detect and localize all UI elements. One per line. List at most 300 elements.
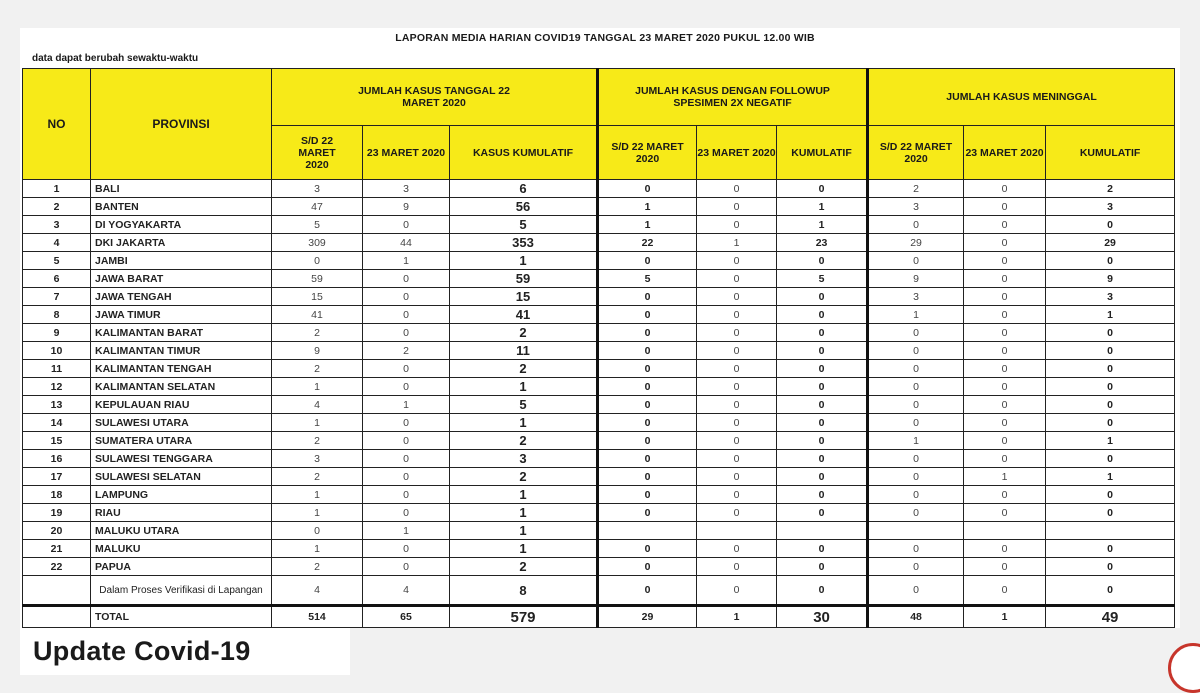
cell-f: 0 — [777, 558, 868, 576]
table-row — [23, 198, 1175, 216]
cell-b: 0 — [363, 306, 450, 324]
cell-a: 41 — [272, 306, 363, 324]
cell-c: 3 — [450, 450, 598, 468]
cell-d — [598, 522, 697, 540]
cell-g: 1 — [868, 306, 964, 324]
cell-g: 9 — [868, 270, 964, 288]
report-title: LAPORAN MEDIA HARIAN COVID19 TANGGAL 23 MARET 2020 PUKUL 12.00 WIB — [395, 32, 815, 44]
cell-e: 0 — [697, 270, 777, 288]
cell-no: 21 — [23, 540, 91, 558]
cell-a: 1 — [272, 414, 363, 432]
cell-h: 1 — [964, 468, 1046, 486]
cell-a: 1 — [272, 504, 363, 522]
cell-no: 7 — [23, 288, 91, 306]
header-group-followup: JUMLAH KASUS DENGAN FOLLOWUP SPESIMEN 2X NEGATIF — [598, 69, 868, 126]
cell-provinsi: JAMBI — [91, 252, 272, 270]
cell-f: 0 — [777, 180, 868, 198]
cell-e: 0 — [697, 432, 777, 450]
cell-b: 0 — [363, 288, 450, 306]
cell-i: 1 — [1046, 306, 1175, 324]
cell-c: 2 — [450, 324, 598, 342]
header-no: NO — [23, 69, 91, 180]
cell-provinsi: KALIMANTAN TIMUR — [91, 342, 272, 360]
cell-i: 0 — [1046, 396, 1175, 414]
cell-d: 1 — [598, 216, 697, 234]
cell-e: 0 — [697, 576, 777, 606]
cell-a: 3 — [272, 180, 363, 198]
cell-d: 0 — [598, 558, 697, 576]
cell-b: 44 — [363, 234, 450, 252]
cell-d: 1 — [598, 198, 697, 216]
cell-provinsi: KALIMANTAN SELATAN — [91, 378, 272, 396]
cell-b: 0 — [363, 324, 450, 342]
cell-e: 0 — [697, 414, 777, 432]
cell-a: 4 — [272, 396, 363, 414]
cell-provinsi: MALUKU — [91, 540, 272, 558]
cell-c: 2 — [450, 468, 598, 486]
cell-b: 0 — [363, 558, 450, 576]
cell-b: 0 — [363, 468, 450, 486]
cell-h — [964, 522, 1046, 540]
cell-a: 1 — [272, 378, 363, 396]
cell-h: 0 — [964, 324, 1046, 342]
header-provinsi: PROVINSI — [91, 69, 272, 180]
cell-f — [777, 522, 868, 540]
cell-e: 0 — [697, 378, 777, 396]
cell-e: 1 — [697, 234, 777, 252]
table-row — [23, 306, 1175, 324]
cell-b: 1 — [363, 522, 450, 540]
cell-provinsi: LAMPUNG — [91, 486, 272, 504]
table-row — [23, 378, 1175, 396]
header-g1-23: 23 MARET 2020 — [363, 126, 450, 180]
cell-i: 3 — [1046, 198, 1175, 216]
cell-e: 0 — [697, 288, 777, 306]
cell-g: 0 — [868, 396, 964, 414]
cell-provinsi: KEPULAUAN RIAU — [91, 396, 272, 414]
table-row — [23, 270, 1175, 288]
cell-f: 0 — [777, 288, 868, 306]
table-row — [23, 576, 1175, 606]
cell-f: 0 — [777, 396, 868, 414]
table-row — [23, 504, 1175, 522]
cell-no: 16 — [23, 450, 91, 468]
total-cell-d: 29 — [598, 606, 697, 628]
cell-f: 0 — [777, 306, 868, 324]
cell-g: 0 — [868, 486, 964, 504]
cell-i: 0 — [1046, 414, 1175, 432]
cell-a: 2 — [272, 558, 363, 576]
cell-b: 0 — [363, 414, 450, 432]
cell-g: 1 — [868, 432, 964, 450]
cell-c: 353 — [450, 234, 598, 252]
cell-no: 20 — [23, 522, 91, 540]
cell-d: 0 — [598, 414, 697, 432]
header-g1-sd: S/D 22 MARET 2020 — [272, 126, 363, 180]
cell-a: 59 — [272, 270, 363, 288]
cell-g: 3 — [868, 198, 964, 216]
cell-provinsi: BANTEN — [91, 198, 272, 216]
cell-d: 0 — [598, 432, 697, 450]
cell-i: 0 — [1046, 558, 1175, 576]
cell-b: 4 — [363, 576, 450, 606]
cell-c: 1 — [450, 414, 598, 432]
cell-no: 22 — [23, 558, 91, 576]
cell-c: 2 — [450, 360, 598, 378]
cell-c: 2 — [450, 432, 598, 450]
cell-f: 0 — [777, 432, 868, 450]
total-row — [23, 606, 1175, 628]
cell-provinsi: RIAU — [91, 504, 272, 522]
cell-g: 0 — [868, 504, 964, 522]
cell-no: 1 — [23, 180, 91, 198]
total-cell-a: 514 — [272, 606, 363, 628]
cell-a: 15 — [272, 288, 363, 306]
cell-b: 0 — [363, 504, 450, 522]
cell-g: 0 — [868, 324, 964, 342]
cell-e: 0 — [697, 540, 777, 558]
cell-i: 2 — [1046, 180, 1175, 198]
cell-provinsi: Dalam Proses Verifikasi di Lapangan — [91, 576, 272, 606]
cell-h: 0 — [964, 414, 1046, 432]
cell-provinsi: DKI JAKARTA — [91, 234, 272, 252]
cell-f: 0 — [777, 252, 868, 270]
cell-d: 0 — [598, 180, 697, 198]
cell-c: 41 — [450, 306, 598, 324]
cell-h: 0 — [964, 486, 1046, 504]
cell-a: 3 — [272, 450, 363, 468]
cell-f: 0 — [777, 414, 868, 432]
cell-no: 2 — [23, 198, 91, 216]
covid-data-table — [22, 68, 1175, 628]
cell-h: 0 — [964, 540, 1046, 558]
cell-no: 8 — [23, 306, 91, 324]
cell-d: 0 — [598, 576, 697, 606]
cell-i: 1 — [1046, 432, 1175, 450]
header-g3-kumulatif: KUMULATIF — [1046, 126, 1175, 180]
cell-c: 6 — [450, 180, 598, 198]
cell-d: 0 — [598, 486, 697, 504]
cell-c: 8 — [450, 576, 598, 606]
total-cell-label: TOTAL — [91, 606, 272, 628]
cell-no: 15 — [23, 432, 91, 450]
cell-h: 0 — [964, 234, 1046, 252]
cell-g: 0 — [868, 414, 964, 432]
cell-provinsi: SULAWESI TENGGARA — [91, 450, 272, 468]
table-row — [23, 180, 1175, 198]
total-cell-c: 579 — [450, 606, 598, 628]
table-row — [23, 414, 1175, 432]
cell-d: 0 — [598, 360, 697, 378]
cell-d: 0 — [598, 324, 697, 342]
cell-d: 0 — [598, 252, 697, 270]
cell-i: 0 — [1046, 216, 1175, 234]
cell-a: 2 — [272, 360, 363, 378]
cell-i — [1046, 522, 1175, 540]
cell-e: 0 — [697, 342, 777, 360]
cell-c: 1 — [450, 522, 598, 540]
cell-c: 2 — [450, 558, 598, 576]
cell-f: 0 — [777, 342, 868, 360]
cell-f: 0 — [777, 378, 868, 396]
cell-no: 11 — [23, 360, 91, 378]
cell-d: 0 — [598, 468, 697, 486]
table-row — [23, 432, 1175, 450]
cell-i: 1 — [1046, 468, 1175, 486]
table-body — [23, 180, 1175, 628]
cell-h: 0 — [964, 198, 1046, 216]
table-row — [23, 522, 1175, 540]
total-cell-empty — [23, 606, 91, 628]
report-note: data dapat berubah sewaktu-waktu — [32, 53, 199, 64]
cell-g: 0 — [868, 576, 964, 606]
cell-g: 0 — [868, 360, 964, 378]
cell-h: 0 — [964, 558, 1046, 576]
cell-a: 2 — [272, 468, 363, 486]
cell-i: 0 — [1046, 576, 1175, 606]
cell-no: 4 — [23, 234, 91, 252]
cell-b: 3 — [363, 180, 450, 198]
cell-e: 0 — [697, 324, 777, 342]
cell-h: 0 — [964, 378, 1046, 396]
cell-g — [868, 522, 964, 540]
cell-c: 1 — [450, 504, 598, 522]
cell-f: 0 — [777, 468, 868, 486]
cell-a: 0 — [272, 522, 363, 540]
cell-i: 0 — [1046, 252, 1175, 270]
cell-c: 15 — [450, 288, 598, 306]
cell-g: 0 — [868, 450, 964, 468]
cell-c: 56 — [450, 198, 598, 216]
cell-no: 12 — [23, 378, 91, 396]
cell-g: 0 — [868, 216, 964, 234]
cell-g: 2 — [868, 180, 964, 198]
cell-b: 0 — [363, 216, 450, 234]
cell-provinsi: MALUKU UTARA — [91, 522, 272, 540]
cell-no: 3 — [23, 216, 91, 234]
cell-f: 5 — [777, 270, 868, 288]
cell-b: 0 — [363, 270, 450, 288]
cell-h: 0 — [964, 270, 1046, 288]
table-row — [23, 216, 1175, 234]
header-g2-kumulatif: KUMULATIF — [777, 126, 868, 180]
header-g3-23: 23 MARET 2020 — [964, 126, 1046, 180]
cell-g: 0 — [868, 558, 964, 576]
cell-d: 0 — [598, 396, 697, 414]
cell-provinsi: JAWA TIMUR — [91, 306, 272, 324]
cell-f: 0 — [777, 450, 868, 468]
cell-no: 19 — [23, 504, 91, 522]
cell-a: 1 — [272, 486, 363, 504]
cell-h: 0 — [964, 432, 1046, 450]
cell-g: 3 — [868, 288, 964, 306]
cell-d: 0 — [598, 450, 697, 468]
cell-f: 0 — [777, 576, 868, 606]
cell-f: 23 — [777, 234, 868, 252]
cell-g: 0 — [868, 468, 964, 486]
cell-no: 17 — [23, 468, 91, 486]
table-row — [23, 540, 1175, 558]
cell-d: 5 — [598, 270, 697, 288]
cell-h: 0 — [964, 180, 1046, 198]
total-cell-f: 30 — [777, 606, 868, 628]
cell-i: 0 — [1046, 540, 1175, 558]
cell-b: 2 — [363, 342, 450, 360]
cell-g: 0 — [868, 252, 964, 270]
header-g3-sd: S/D 22 MARET 2020 — [868, 126, 964, 180]
table-row — [23, 342, 1175, 360]
cell-b: 0 — [363, 450, 450, 468]
cell-a: 1 — [272, 540, 363, 558]
cell-b: 0 — [363, 486, 450, 504]
cell-b: 1 — [363, 396, 450, 414]
cell-a: 2 — [272, 432, 363, 450]
cell-c: 1 — [450, 540, 598, 558]
cell-provinsi: SULAWESI UTARA — [91, 414, 272, 432]
cell-d: 22 — [598, 234, 697, 252]
cell-h: 0 — [964, 252, 1046, 270]
cell-g: 0 — [868, 342, 964, 360]
header-group-meninggal: JUMLAH KASUS MENINGGAL — [868, 69, 1175, 126]
cell-h: 0 — [964, 450, 1046, 468]
header-g2-23: 23 MARET 2020 — [697, 126, 777, 180]
cell-f: 0 — [777, 324, 868, 342]
cell-e: 0 — [697, 504, 777, 522]
cell-h: 0 — [964, 216, 1046, 234]
cell-b: 1 — [363, 252, 450, 270]
cell-c: 1 — [450, 486, 598, 504]
cell-h: 0 — [964, 342, 1046, 360]
cell-c: 5 — [450, 396, 598, 414]
cell-f: 0 — [777, 360, 868, 378]
corner-logo-icon — [1168, 643, 1200, 693]
header-g1-kumulatif: KASUS KUMULATIF — [450, 126, 598, 180]
cell-a: 5 — [272, 216, 363, 234]
table-row — [23, 468, 1175, 486]
cell-c: 1 — [450, 252, 598, 270]
cell-provinsi: BALI — [91, 180, 272, 198]
cell-b: 0 — [363, 540, 450, 558]
cell-f: 0 — [777, 540, 868, 558]
cell-h: 0 — [964, 576, 1046, 606]
cell-provinsi: SUMATERA UTARA — [91, 432, 272, 450]
cell-a: 2 — [272, 324, 363, 342]
cell-a: 4 — [272, 576, 363, 606]
cell-b: 0 — [363, 360, 450, 378]
cell-a: 0 — [272, 252, 363, 270]
cell-e: 0 — [697, 450, 777, 468]
cell-provinsi: JAWA TENGAH — [91, 288, 272, 306]
cell-d: 0 — [598, 288, 697, 306]
cell-i: 0 — [1046, 450, 1175, 468]
header-group-jumlah-kasus: JUMLAH KASUS TANGGAL 22 MARET 2020 — [272, 69, 598, 126]
cell-h: 0 — [964, 504, 1046, 522]
cell-no: 13 — [23, 396, 91, 414]
cell-f: 1 — [777, 216, 868, 234]
cell-f: 0 — [777, 486, 868, 504]
cell-e: 0 — [697, 180, 777, 198]
table-row — [23, 234, 1175, 252]
cell-no: 10 — [23, 342, 91, 360]
cell-i: 9 — [1046, 270, 1175, 288]
cell-f: 0 — [777, 504, 868, 522]
cell-e: 0 — [697, 198, 777, 216]
cell-b: 0 — [363, 378, 450, 396]
cell-e: 0 — [697, 486, 777, 504]
cell-provinsi: DI YOGYAKARTA — [91, 216, 272, 234]
cell-e — [697, 522, 777, 540]
cell-provinsi: JAWA BARAT — [91, 270, 272, 288]
cell-c: 59 — [450, 270, 598, 288]
cell-no: 14 — [23, 414, 91, 432]
cell-no: 9 — [23, 324, 91, 342]
total-cell-h: 1 — [964, 606, 1046, 628]
cell-c: 1 — [450, 378, 598, 396]
cell-no: 6 — [23, 270, 91, 288]
cell-a: 9 — [272, 342, 363, 360]
table-row — [23, 252, 1175, 270]
cell-e: 0 — [697, 252, 777, 270]
cell-d: 0 — [598, 342, 697, 360]
update-caption: Update Covid-19 — [33, 636, 251, 666]
cell-provinsi: SULAWESI SELATAN — [91, 468, 272, 486]
cell-a: 47 — [272, 198, 363, 216]
cell-h: 0 — [964, 360, 1046, 378]
cell-no: 5 — [23, 252, 91, 270]
cell-e: 0 — [697, 306, 777, 324]
table-row — [23, 396, 1175, 414]
cell-i: 0 — [1046, 486, 1175, 504]
cell-c: 5 — [450, 216, 598, 234]
cell-i: 0 — [1046, 324, 1175, 342]
cell-d: 0 — [598, 378, 697, 396]
cell-no: 18 — [23, 486, 91, 504]
cell-provinsi: KALIMANTAN TENGAH — [91, 360, 272, 378]
cell-e: 0 — [697, 558, 777, 576]
cell-h: 0 — [964, 306, 1046, 324]
cell-b: 0 — [363, 432, 450, 450]
table-row — [23, 558, 1175, 576]
cell-f: 1 — [777, 198, 868, 216]
total-cell-e: 1 — [697, 606, 777, 628]
table-row — [23, 324, 1175, 342]
total-cell-g: 48 — [868, 606, 964, 628]
cell-e: 0 — [697, 468, 777, 486]
table-row — [23, 450, 1175, 468]
cell-i: 0 — [1046, 504, 1175, 522]
table-row — [23, 360, 1175, 378]
total-cell-b: 65 — [363, 606, 450, 628]
cell-provinsi: PAPUA — [91, 558, 272, 576]
header-g2-sd: S/D 22 MARET 2020 — [598, 126, 697, 180]
cell-h: 0 — [964, 288, 1046, 306]
cell-h: 0 — [964, 396, 1046, 414]
table-row — [23, 486, 1175, 504]
total-cell-i: 49 — [1046, 606, 1175, 628]
cell-e: 0 — [697, 360, 777, 378]
cell-i: 0 — [1046, 342, 1175, 360]
cell-c: 11 — [450, 342, 598, 360]
cell-b: 9 — [363, 198, 450, 216]
cell-g: 0 — [868, 378, 964, 396]
cell-d: 0 — [598, 540, 697, 558]
cell-provinsi: KALIMANTAN BARAT — [91, 324, 272, 342]
cell-i: 29 — [1046, 234, 1175, 252]
cell-d: 0 — [598, 504, 697, 522]
cell-no — [23, 576, 91, 606]
cell-i: 0 — [1046, 378, 1175, 396]
cell-d: 0 — [598, 306, 697, 324]
